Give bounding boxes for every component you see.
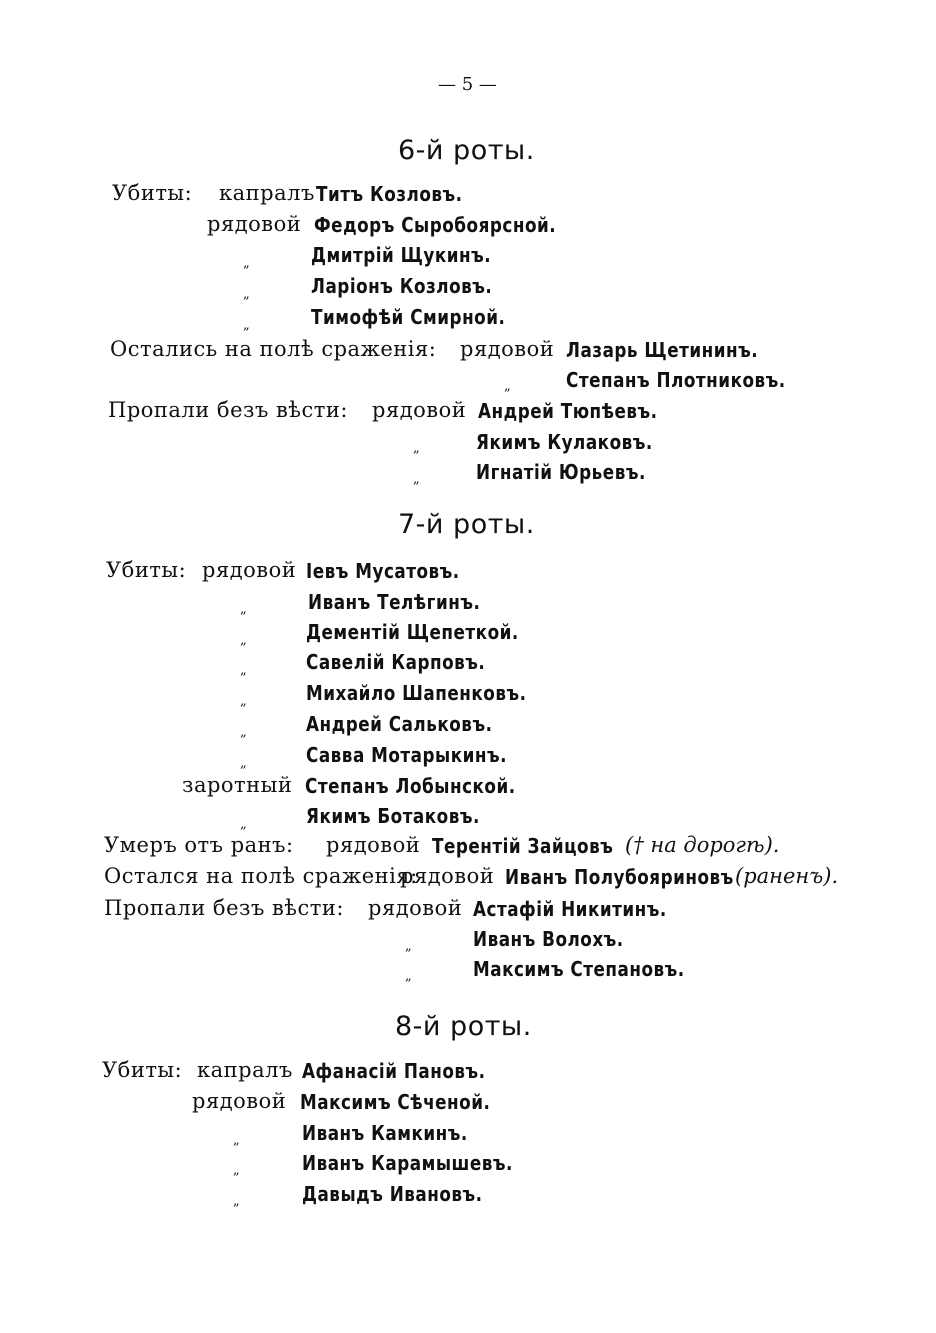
rank-label: рядовой	[192, 1089, 287, 1113]
soldier-name: Иванъ Волохъ.	[473, 927, 624, 951]
soldier-name: Максимъ Степановъ.	[473, 957, 685, 981]
soldier-name: Давыдъ Ивановъ.	[302, 1182, 483, 1206]
killed-label: Убиты:	[112, 181, 193, 205]
soldier-name: Іевъ Мусатовъ.	[306, 559, 460, 583]
section-heading-7: 7-й роты.	[398, 509, 535, 540]
ditto-mark: „	[233, 1194, 240, 1209]
ditto-mark: „	[240, 602, 247, 617]
died-of-wounds-label: Умеръ отъ ранъ:	[104, 833, 294, 857]
soldier-name: Иванъ Полубояриновъ	[505, 865, 734, 889]
missing-label: Пропали безъ вѣсти:	[108, 398, 348, 422]
ditto-mark: „	[413, 472, 420, 487]
soldier-name: Титъ Козловъ.	[316, 182, 463, 206]
missing-label: Пропали безъ вѣсти:	[104, 896, 344, 920]
soldier-name: Андрей Сальковъ.	[306, 712, 493, 736]
soldier-name: Игнатій Юрьевъ.	[476, 460, 646, 484]
soldier-name: Лазарь Щетининъ.	[566, 338, 759, 362]
ditto-mark: „	[240, 725, 247, 740]
soldier-name: Афанасій Пановъ.	[302, 1059, 486, 1083]
page-number: — 5 —	[438, 74, 497, 95]
soldier-name: Иванъ Камкинъ.	[302, 1121, 468, 1145]
rank-label: рядовой	[368, 896, 463, 920]
rank-label: заротный	[182, 773, 293, 797]
ditto-mark: „	[233, 1133, 240, 1148]
rank-label: рядовой	[372, 398, 467, 422]
soldier-name: Андрей Тюпѣевъ.	[478, 399, 658, 423]
soldier-name: Тимофѣй Смирной.	[311, 305, 506, 329]
soldier-name: Иванъ Карамышевъ.	[302, 1151, 513, 1175]
soldier-name: Дементій Щепеткой.	[306, 620, 519, 644]
death-note: († на дорогѣ).	[625, 833, 780, 857]
ditto-mark: „	[240, 756, 247, 771]
soldier-name: Савелій Карповъ.	[306, 650, 486, 674]
rank-label: рядовой	[207, 212, 302, 236]
rank-label: капралъ	[219, 181, 315, 205]
ditto-mark: „	[233, 1163, 240, 1178]
wounded-note: (раненъ).	[735, 864, 839, 888]
soldier-name: Якимъ Кулаковъ.	[476, 430, 653, 454]
section-heading-6: 6-й роты.	[398, 135, 535, 166]
ditto-mark: „	[243, 256, 250, 271]
ditto-mark: „	[240, 663, 247, 678]
killed-label: Убиты:	[102, 1058, 183, 1082]
rank-label: рядовой	[326, 833, 421, 857]
rank-label: рядовой	[202, 558, 297, 582]
ditto-mark: „	[405, 969, 412, 984]
section-heading-8: 8-й роты.	[395, 1011, 532, 1042]
soldier-name: Максимъ Сѣченой.	[300, 1090, 491, 1114]
ditto-mark: „	[240, 633, 247, 648]
ditto-mark: „	[240, 817, 247, 832]
killed-label: Убиты:	[106, 558, 187, 582]
rank-label: капралъ	[197, 1058, 293, 1082]
ditto-mark: „	[240, 694, 247, 709]
soldier-name: Терентій Зайцовъ	[432, 834, 614, 858]
ditto-mark: „	[504, 379, 511, 394]
ditto-mark: „	[243, 318, 250, 333]
soldier-name: Федоръ Сыробоярсной.	[314, 213, 557, 237]
soldier-name: Иванъ Телѣгинъ.	[308, 590, 481, 614]
rank-label: рядовой	[400, 864, 495, 888]
rank-label: рядовой	[460, 337, 555, 361]
ditto-mark: „	[243, 287, 250, 302]
ditto-mark: „	[413, 441, 420, 456]
soldier-name: Ларіонъ Козловъ.	[311, 274, 493, 298]
soldier-name: Дмитрій Щукинъ.	[311, 243, 492, 267]
soldier-name: Степанъ Плотниковъ.	[566, 368, 786, 392]
soldier-name: Степанъ Лобынской.	[305, 774, 516, 798]
left-on-field-label: Остались на полѣ сраженія:	[110, 337, 437, 361]
soldier-name: Астафій Никитинъ.	[473, 897, 667, 921]
soldier-name: Михайло Шапенковъ.	[306, 681, 527, 705]
soldier-name: Савва Мотарыкинъ.	[306, 743, 508, 767]
ditto-mark: „	[405, 939, 412, 954]
left-on-field-label: Остался на полѣ сраженія:	[104, 864, 418, 888]
soldier-name: Якимъ Ботаковъ.	[306, 804, 480, 828]
